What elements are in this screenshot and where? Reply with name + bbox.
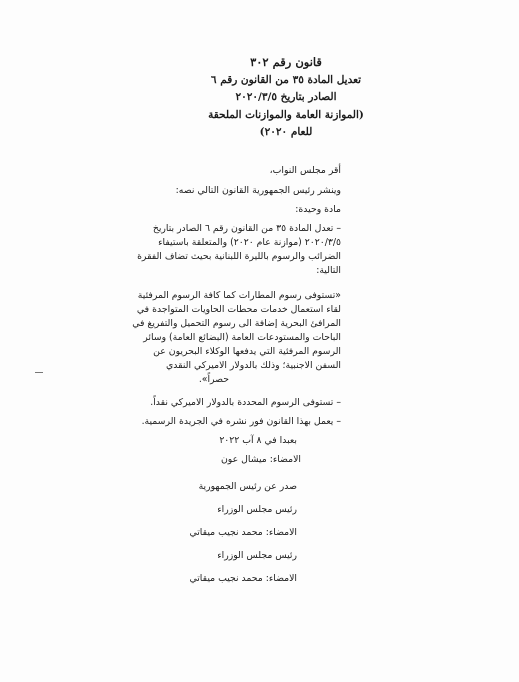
preamble-line: أقر مجلس النواب، <box>269 165 341 176</box>
quoted-paragraph-line: «تستوفى رسوم المطارات كما كافة الرسوم المرفئية <box>137 290 341 301</box>
law-subtitle-line: للعام ٢٠٢٠) <box>259 126 313 138</box>
quoted-paragraph-line: المرافئ البحرية إضافة الى رسوم التحميل والتفريغ في <box>132 318 341 329</box>
quoted-paragraph-line: لقاء استعمال خدمات محطات الحاويات المتواجدة في <box>136 304 341 315</box>
scan-mark <box>35 372 43 373</box>
signature-pm: الامضاء: محمد نجيب ميقاتي <box>189 573 297 584</box>
clause-2: – تستوفى الرسوم المحددة بالدولار الاميركي نقداً. <box>150 397 341 408</box>
law-number-title: قانون رقم ٣٠٢ <box>250 55 322 69</box>
signature-pm: الامضاء: محمد نجيب ميقاتي <box>189 527 297 538</box>
law-subtitle-line: (الموازنة العامة والموازنات الملحقة <box>208 108 364 121</box>
clause-1-line: – تعدل المادة ٣٥ من القانون رقم ٦ الصادر بتاريخ <box>152 223 341 234</box>
clause-1-line: ٢٠٢٠/٣/٥ (موازنة عام ٢٠٢٠) والمتعلقة باستيفاء <box>158 237 341 248</box>
issued-by-president: صدر عن رئيس الجمهورية <box>198 481 297 492</box>
quoted-paragraph-line: الباحات والمستودعات العامة (البضائع العامة) وسائر <box>143 332 341 343</box>
article-heading: مادة وحيدة: <box>295 204 341 215</box>
pm-title: رئيس مجلس الوزراء <box>217 504 297 515</box>
law-subtitle-line: الصادر بتاريخ ٢٠٢٠/٣/٥ <box>235 91 337 103</box>
law-title-block <box>196 54 376 142</box>
clause-1-line: الضرائب والرسوم بالليرة اللبنانية بحيث تضاف الفقرة <box>137 251 341 262</box>
pm-title: رئيس مجلس الوزراء <box>217 550 297 561</box>
issued-date: بعبدا في ٨ آب ٢٠٢٢ <box>219 435 297 446</box>
quoted-paragraph-line: السفن الاجنبية؛ وذلك بالدولار الاميركي النقدي <box>165 360 341 371</box>
quoted-paragraph-line: الرسوم المرفئية التي يدفعها الوكلاء البحريون عن <box>153 346 341 357</box>
law-subtitle-line: تعديل المادة ٣٥ من القانون رقم ٦ <box>210 73 362 86</box>
quoted-paragraph-line: حصراً». <box>198 374 229 385</box>
clause-1-line: التالية: <box>316 265 341 276</box>
signature-president: الامضاء: ميشال عون <box>220 454 301 465</box>
clause-3: – يعمل بهذا القانون فور نشره في الجريدة الرسمية. <box>141 416 341 427</box>
preamble-line: وينشر رئيس الجمهورية القانون التالي نصه: <box>175 185 341 196</box>
